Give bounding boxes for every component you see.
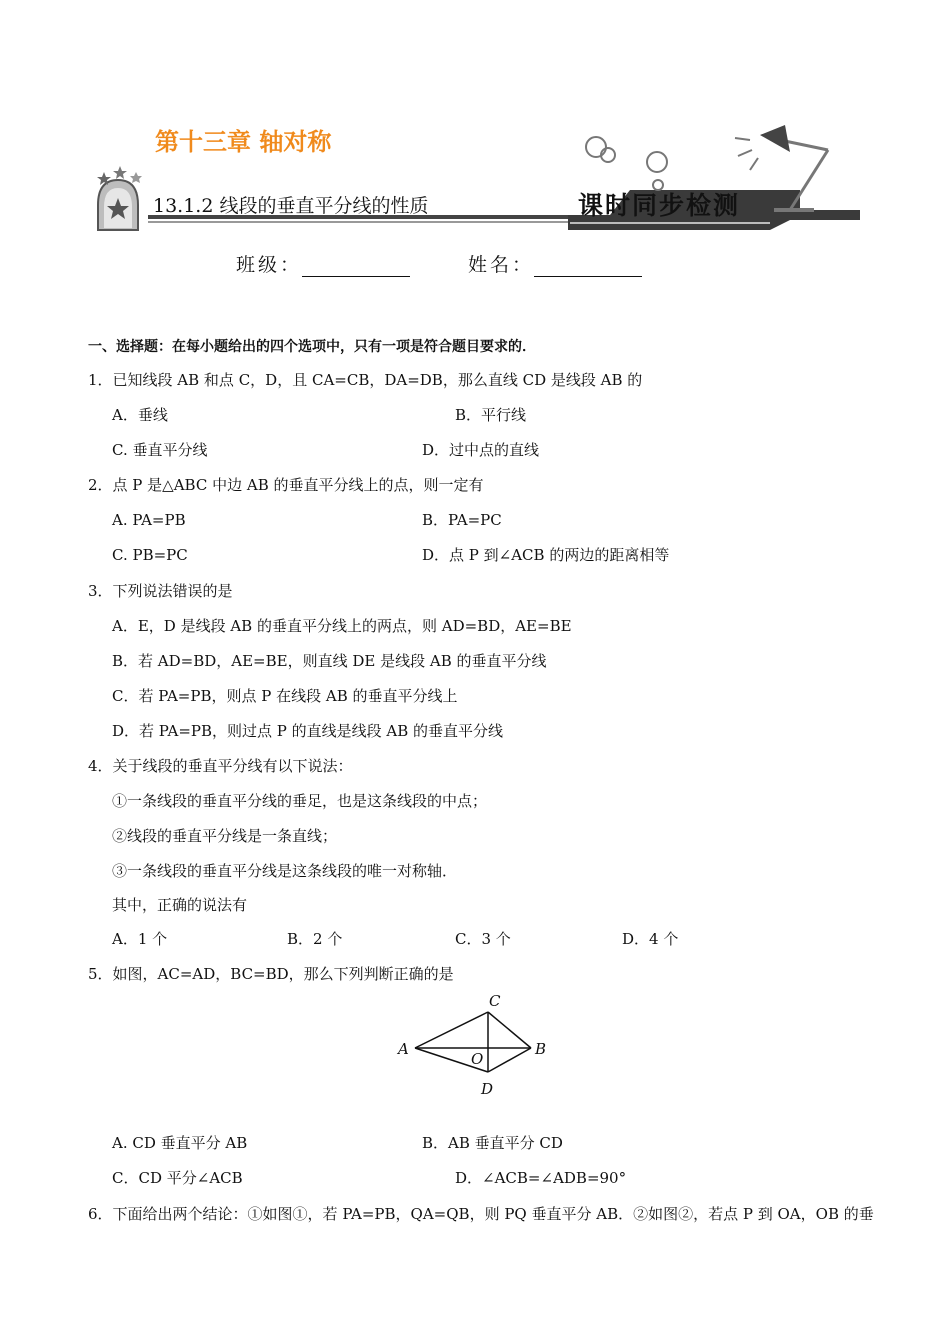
q4-question: 其中，正确的说法有 <box>112 896 248 914</box>
class-field[interactable] <box>236 250 410 277</box>
q1-option-a: A．垂线 <box>112 406 168 424</box>
section-title: 13.1.2 线段的垂直平分线的性质 <box>153 195 429 217</box>
class-blank[interactable] <box>302 256 410 277</box>
q2-option-c: C. PB=PC <box>112 546 188 564</box>
star-badge-icon <box>97 166 142 230</box>
label-b: B <box>535 1040 547 1058</box>
q2-stem: 2．点 P 是△ABC 中边 AB 的垂直平分线上的点，则一定有 <box>88 476 484 494</box>
label-d: D <box>481 1080 494 1098</box>
q4-statement-2: ②线段的垂直平分线是一条直线； <box>112 827 338 845</box>
q2-option-a: A. PA=PB <box>112 511 186 529</box>
q3-option-a: A．E，D 是线段 AB 的垂直平分线上的两点，则 AD=BD，AE=BE <box>112 617 572 635</box>
q2-option-d: D．点 P 到∠ACB 的两边的距离相等 <box>422 546 670 564</box>
name-field[interactable] <box>468 250 642 277</box>
q4-option-d: D．4 个 <box>622 930 679 948</box>
q1-option-b: B．平行线 <box>455 406 527 424</box>
bubble-icon <box>586 137 606 157</box>
q4-stem: 4．关于线段的垂直平分线有以下说法： <box>88 757 353 775</box>
class-label: 班级： <box>236 254 303 276</box>
label-o: O <box>471 1050 484 1068</box>
q2-option-b: B．PA=PC <box>422 511 502 529</box>
q1-option-d: D．过中点的直线 <box>422 441 540 459</box>
edge-bd <box>488 1048 531 1072</box>
label-c: C <box>489 992 501 1010</box>
q3-option-b: B．若 AD=BD，AE=BE，则直线 DE 是线段 AB 的垂直平分线 <box>112 652 547 670</box>
q6-stem: 6．下面给出两个结论：①如图①，若 PA=PB，QA=QB，则 PQ 垂直平分 AB．②如图②，若点 P 到 OA，OB 的垂 <box>88 1205 874 1223</box>
q5-figure <box>395 990 555 1100</box>
q5-option-d: D．∠ACB=∠ADB=90° <box>455 1169 627 1187</box>
chapter-title: 第十三章 轴对称 <box>155 128 332 156</box>
q3-stem: 3．下列说法错误的是 <box>88 582 233 600</box>
q4-option-c: C．3 个 <box>455 930 511 948</box>
q5-option-b: B．AB 垂直平分 CD <box>422 1134 563 1152</box>
section-heading: 一、选择题：在每小题给出的四个选项中，只有一项是符合题目要求的． <box>88 339 536 355</box>
q4-option-b: B．2 个 <box>287 930 343 948</box>
q3-option-c: C．若 PA=PB，则点 P 在线段 AB 的垂直平分线上 <box>112 687 458 705</box>
banner-title: 课时同步检测 <box>578 191 741 220</box>
edge-cb <box>488 1012 531 1048</box>
edge-ac <box>415 1012 488 1048</box>
name-blank[interactable] <box>534 256 642 277</box>
q5-option-a: A. CD 垂直平分 AB <box>112 1134 248 1152</box>
q3-option-d: D．若 PA=PB，则过点 P 的直线是线段 AB 的垂直平分线 <box>112 722 504 740</box>
q4-option-a: A．1 个 <box>112 930 168 948</box>
q5-option-c: C．CD 平分∠ACB <box>112 1169 243 1187</box>
q4-statement-3: ③一条线段的垂直平分线是这条线段的唯一对称轴． <box>112 862 458 880</box>
q4-statement-1: ①一条线段的垂直平分线的垂足，也是这条线段的中点； <box>112 792 488 810</box>
label-a: A <box>398 1040 409 1058</box>
q1-option-c: C. 垂直平分线 <box>112 441 208 459</box>
q1-stem: 1．已知线段 AB 和点 C，D，且 CA=CB，DA=DB，那么直线 CD 是线段 AB 的 <box>88 371 643 389</box>
q5-stem: 5．如图，AC=AD，BC=BD，那么下列判断正确的是 <box>88 965 454 983</box>
name-label: 姓名： <box>468 254 535 276</box>
